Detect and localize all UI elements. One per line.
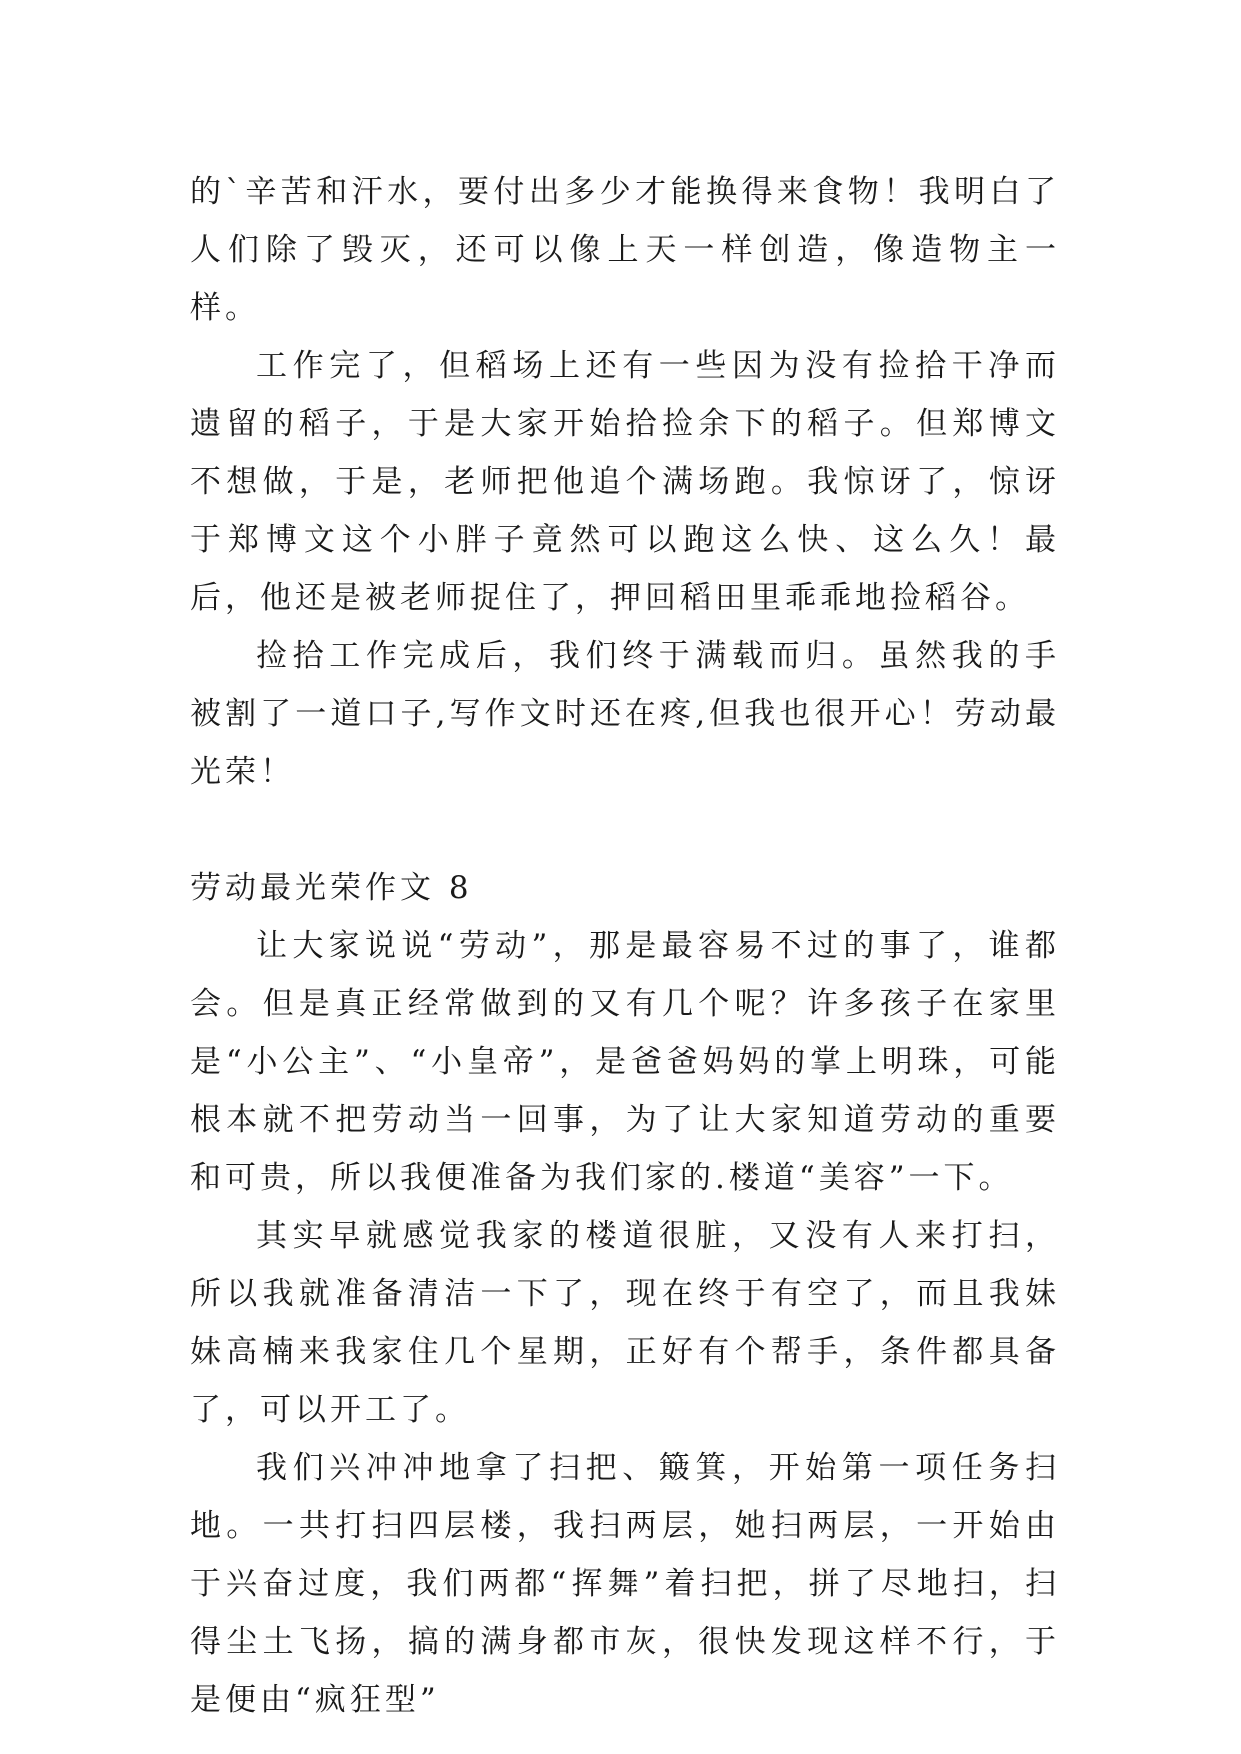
document-body xyxy=(190,163,1060,1729)
paragraph: 我们兴冲冲地拿了扫把、簸箕，开始第一项任务扫地。一共打扫四层楼，我扫两层，她扫两层，一开始由于兴奋过度，我们两都“挥舞”着扫把，拼了尽地扫，扫得尘土飞扬，搞的满身都市灰，很快发现这样不行，于是便由“疯狂型” xyxy=(190,1450,1060,1718)
paragraph: 捡拾工作完成后，我们终于满载而归。虽然我的手被割了一道口子,写作文时还在疼,但我也很开心！劳动最光荣！ xyxy=(190,638,1060,790)
section-gap xyxy=(190,801,1060,859)
paragraph: 工作完了，但稻场上还有一些因为没有捡拾干净而遗留的稻子，于是大家开始拾捡余下的稻子。但郑博文不想做，于是，老师把他追个满场跑。我惊讶了，惊讶于郑博文这个小胖子竟然可以跑这么快、这么久！最后，他还是被老师捉住了，押回稻田里乖乖地捡稻谷。 xyxy=(190,348,1060,616)
paragraph: 让大家说说“劳动”，那是最容易不过的事了，谁都会。但是真正经常做到的又有几个呢？许多孩子在家里是“小公主”、“小皇帝”，是爸爸妈妈的掌上明珠，可能根本就不把劳动当一回事，为了让大家知道劳动的重要和可贵，所以我便准备为我们家的.楼道“美容”一下。 xyxy=(190,928,1060,1196)
section-title: 劳动最光荣作文 8 xyxy=(190,870,473,906)
paragraph: 其实早就感觉我家的楼道很脏，又没有人来打扫，所以我就准备清洁一下了，现在终于有空了，而且我妹妹高楠来我家住几个星期，正好有个帮手，条件都具备了，可以开工了。 xyxy=(190,1218,1060,1428)
paragraph: 的`辛苦和汗水，要付出多少才能换得来食物！我明白了人们除了毁灭，还可以像上天一样创造，像造物主一样。 xyxy=(190,174,1060,326)
